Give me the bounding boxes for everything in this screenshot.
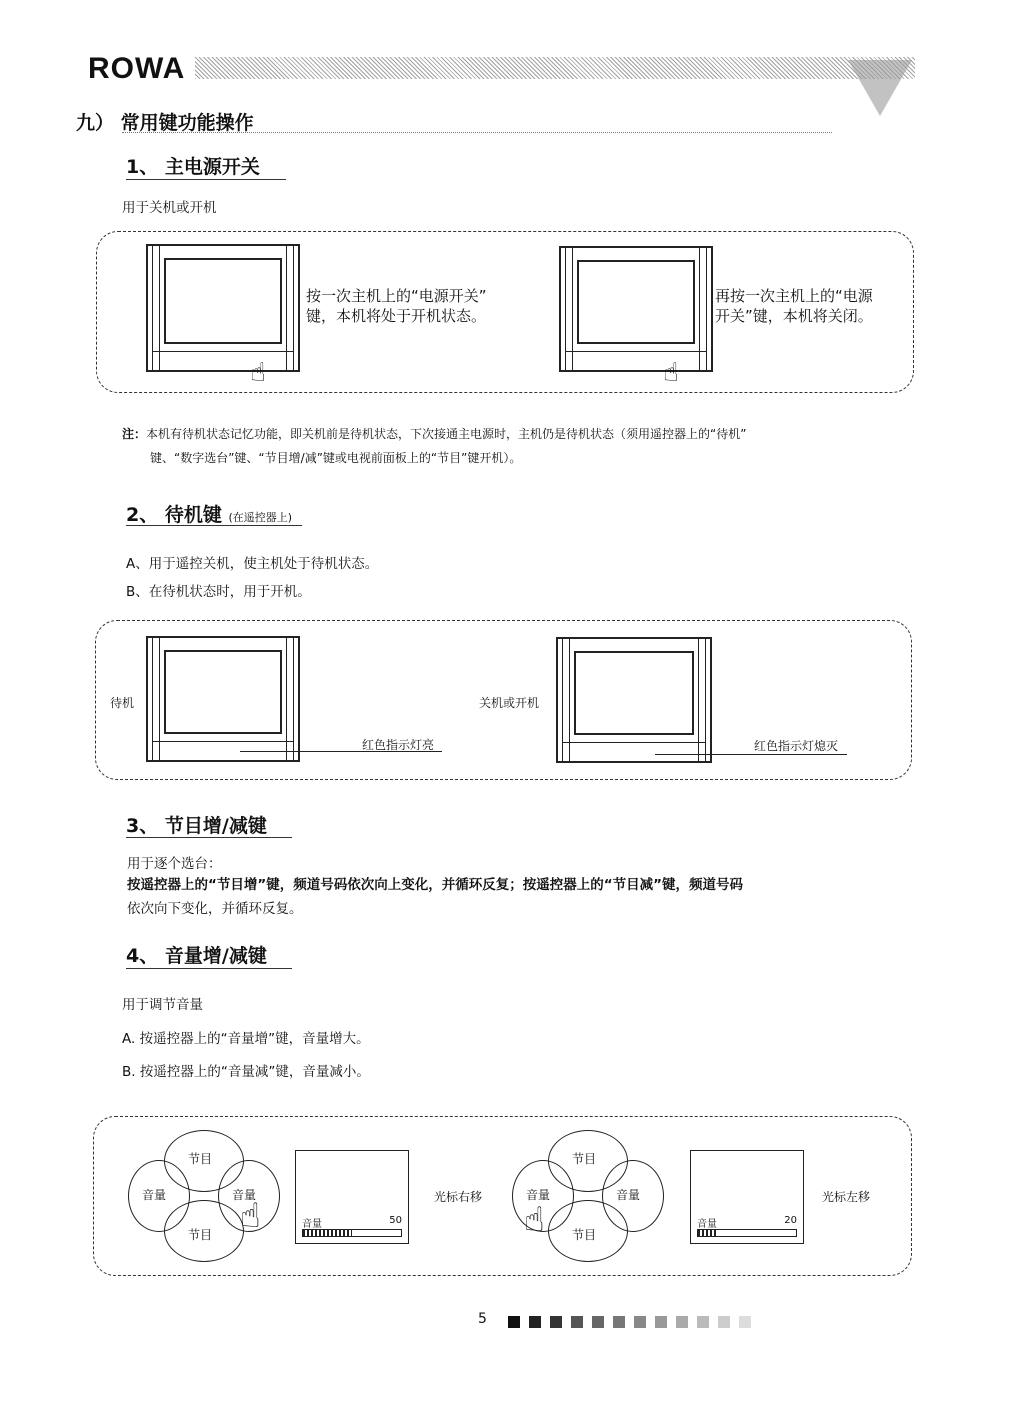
s2-heading-underline xyxy=(126,524,302,526)
s3-heading: 3、 节目增/减键 xyxy=(126,815,267,837)
s2-heading: 2、 待机键 (在遥控器上) xyxy=(126,504,293,526)
osd-volume-fill xyxy=(698,1230,718,1236)
note xyxy=(122,425,746,442)
s1-left-caption xyxy=(306,286,487,326)
pad-left-label: 音量 xyxy=(526,1188,551,1202)
s3-line1: 用于逐个选台： xyxy=(127,856,222,872)
s3-title: 节目增/减键 xyxy=(164,815,267,837)
s1-right-caption xyxy=(715,286,873,326)
osd-volume-bar xyxy=(302,1229,402,1237)
s3-line3: 依次向下变化，并循环反复。 xyxy=(127,901,303,917)
s4-right-caption: 光标左移 xyxy=(822,1190,871,1204)
osd-label: 音量 xyxy=(302,1219,322,1230)
osd-label: 音量 xyxy=(697,1219,717,1230)
s2-right-label: 关机或开机 xyxy=(479,696,540,710)
pad-right-label: 音量 xyxy=(616,1188,641,1202)
pointing-hand-icon: ☝ xyxy=(524,1200,545,1240)
osd-screen xyxy=(295,1150,409,1244)
s1-left-caption-line2: 键，本机将处于开机状态。 xyxy=(306,307,487,325)
section-number: 九 xyxy=(76,112,96,134)
osd-screen xyxy=(690,1150,804,1244)
s2-item-a: A、用于遥控关机，使主机处于待机状态。 xyxy=(126,556,379,572)
s1-right-caption-line2: 开关”键，本机将关闭。 xyxy=(715,307,873,325)
s1-number: 1 xyxy=(126,156,140,178)
osd-value: 50 xyxy=(389,1215,402,1226)
osd-volume-bar xyxy=(697,1229,797,1237)
s3-line2: 按遥控器上的“节目增”键，频道号码依次向上变化，并循环反复；按遥控器上的“节目减”键，频道号码 xyxy=(127,877,743,893)
tv-illustration xyxy=(559,246,713,372)
tv-illustration xyxy=(146,636,300,762)
section-divider xyxy=(122,132,832,133)
s2-number: 2 xyxy=(126,504,140,526)
s1-heading-underline xyxy=(126,178,286,180)
s2-subtitle: (在遥控器上) xyxy=(228,511,293,524)
s4-title: 音量增/减键 xyxy=(164,945,267,967)
s1-heading: 1、 主电源开关 xyxy=(126,156,260,178)
s4-heading: 4、 音量增/减键 xyxy=(126,945,267,967)
pad-bottom-label: 节目 xyxy=(572,1228,597,1242)
s1-description: 用于关机或开机 xyxy=(122,200,217,216)
tv-illustration xyxy=(556,637,712,763)
pad-top-label: 节目 xyxy=(572,1152,597,1166)
s2-title: 待机键 xyxy=(164,504,222,526)
s4-item-b: B. 按遥控器上的“音量减”键，音量减小。 xyxy=(122,1064,370,1080)
footer-decoration-squares xyxy=(508,1313,760,1332)
s1-right-caption-line1: 再按一次主机上的“电源 xyxy=(715,287,873,305)
s1-title: 主电源开关 xyxy=(164,156,260,178)
pointing-hand-icon: ☝ xyxy=(250,358,266,388)
note-label: 注： xyxy=(122,427,147,441)
s2-right-pointer-line xyxy=(655,754,847,755)
s4-item-a: A. 按遥控器上的“音量增”键，音量增大。 xyxy=(122,1031,370,1047)
note-line1: 本机有待机状态记忆功能，即关机前是待机状态，下次接通主电源时，主机仍是待机状态（须用遥控器上的“待机” xyxy=(146,427,747,441)
pointing-hand-icon: ☝ xyxy=(663,358,679,388)
osd-value: 20 xyxy=(784,1215,797,1226)
section-title: 九） 常用键功能操作 xyxy=(76,112,254,134)
brand-logo: ROWA xyxy=(88,52,186,85)
page-number: 5 xyxy=(478,1311,487,1327)
header-triangle-decoration xyxy=(848,60,912,116)
s4-heading-underline xyxy=(126,967,292,969)
pad-bottom-label: 节目 xyxy=(188,1228,213,1242)
header-pattern-band xyxy=(195,57,915,79)
s2-right-caption: 红色指示灯熄灭 xyxy=(754,739,839,753)
s2-left-label: 待机 xyxy=(110,696,135,710)
s2-left-caption: 红色指示灯亮 xyxy=(362,738,435,752)
pad-left-label: 音量 xyxy=(142,1188,167,1202)
s2-item-b: B、在待机状态时，用于开机。 xyxy=(126,584,311,600)
s4-left-caption: 光标右移 xyxy=(434,1190,483,1204)
s3-heading-underline xyxy=(126,836,292,838)
s4-line1: 用于调节音量 xyxy=(122,997,203,1013)
section-title-text: 常用键功能操作 xyxy=(120,112,254,134)
note-line2: 键、“数字选台”键、“节目增/减”键或电视前面板上的“节目”键开机）。 xyxy=(150,451,522,465)
pointing-hand-icon: ☝ xyxy=(240,1196,261,1236)
osd-volume-fill xyxy=(303,1230,352,1236)
s4-number: 4 xyxy=(126,945,140,967)
s3-number: 3 xyxy=(126,815,140,837)
s1-left-caption-line1: 按一次主机上的“电源开关” xyxy=(306,287,487,305)
tv-illustration xyxy=(146,244,300,372)
pad-top-label: 节目 xyxy=(188,1152,213,1166)
pad-right-label: 音量 xyxy=(232,1188,257,1202)
